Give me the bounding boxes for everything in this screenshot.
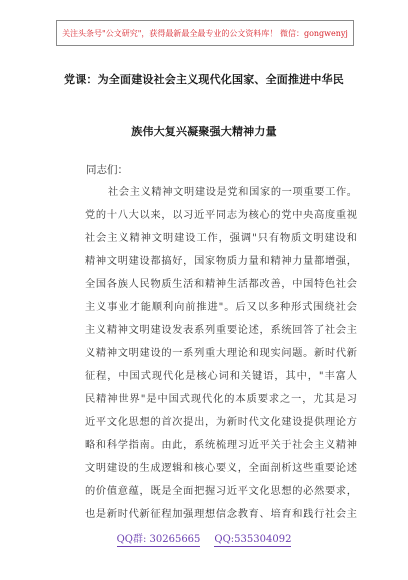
header-banner: [56, 20, 354, 46]
body-line: 社会主义精神文明建设是党和国家的一项重要工作。: [108, 187, 357, 198]
qq-contact-link[interactable]: QQ:535304092: [214, 534, 292, 545]
salutation: 同志们：: [86, 164, 128, 176]
body-line: 也是新时代新征程加强理想信念教育、培育和践行社会主: [85, 509, 357, 520]
body-line: 主义精神文明建设发表系列重要论述，系统回答了社会主: [85, 325, 357, 336]
body-line: 征程，中国式现代化是核心词和关键语，其中，"丰富人: [85, 371, 357, 382]
body-line: 的价值意蕴，既是全面把握习近平文化思想的必然要求，: [85, 486, 357, 497]
qq-group-link[interactable]: QQ群: 30265665: [116, 534, 201, 545]
body-line: 社会主义精神文明建设工作，强调"只有物质文明建设和: [85, 233, 357, 244]
document-title-line-2: 族伟大复兴凝聚强大精神力量: [131, 125, 277, 138]
banner-text: 关注头条号"公文研究"，获得最新最全最专业的公文资料库！ 微信：gongwenyj: [62, 28, 348, 38]
body-line: 近平文化思想的首次提出，为新时代文化建设提供理论方: [85, 417, 357, 428]
body-line: 义精神文明建设的一系列重大理论和现实问题。新时代新: [85, 348, 357, 359]
body-line: 略和科学指南。由此，系统梳理习近平关于社会主义精神: [85, 440, 357, 451]
body-line: 党的十八大以来，以习近平同志为核心的党中央高度重视: [85, 210, 357, 221]
body-line: 民精神世界"是中国式现代化的本质要求之一，尤其是习: [85, 394, 357, 405]
body-line: 主义事业才能顺利向前推进"。后又以多种形式围绕社会: [85, 302, 357, 313]
document-title-line-1: 党课：为全面建设社会主义现代化国家、全面推进中华民: [64, 73, 344, 86]
body-line: 全国各族人民物质生活和精神生活都改善，中国特色社会: [85, 279, 357, 290]
footer-contact: [0, 534, 408, 547]
body-line: 精神文明建设都搞好，国家物质力量和精神力量都增强，: [85, 256, 357, 267]
body-line: 文明建设的生成逻辑和核心要义，全面剖析这些重要论述: [85, 463, 357, 474]
